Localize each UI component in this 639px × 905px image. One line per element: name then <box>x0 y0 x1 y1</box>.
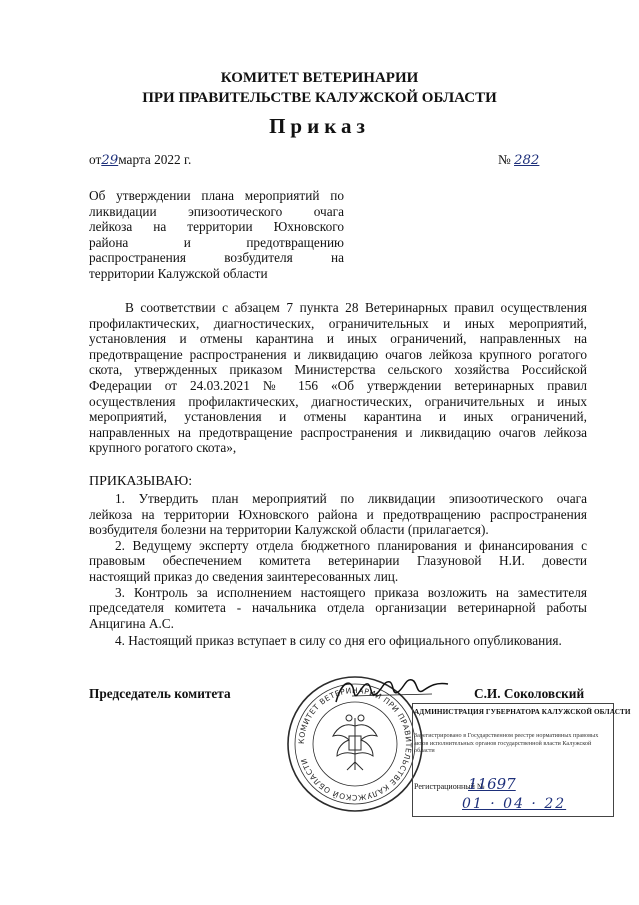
org-name-line1: КОМИТЕТ ВЕТЕРИНАРИИ <box>220 70 419 86</box>
subject-line: территории Калужской области <box>89 265 268 281</box>
order-item-3-line: 3. Контроль за исполнением настоящего приказа возложить на заместителя <box>115 584 587 600</box>
preamble-line: Федерации от 24.03.2021 № 156 «Об утверждении ветеринарных правил <box>89 377 587 393</box>
order-item-2-line: 2. Ведущему эксперту отдела бюджетного планирования и финансирования с <box>115 537 587 553</box>
preamble-paragraph <box>89 300 587 456</box>
preamble-line: предотвращение распространения и ликвидацию очагов лейкоза крупного рогатого <box>89 346 587 362</box>
preamble-line: направленных на предотвращение распространения и ликвидацию очагов лейкоза <box>89 424 587 440</box>
preamble-line: скота, утвержденных приказом Министерства сельского хозяйства Российской <box>89 362 587 378</box>
subject-line: распространения возбудителя на <box>89 250 344 266</box>
subject-line: ликвидации эпизоотического очага <box>89 203 344 219</box>
registration-stamp-body: Зарегистрировано в Государственном реестре нормативных правовых актов исполнительных органов государственной власти Калужской области <box>414 732 599 754</box>
date-prefix: от <box>89 152 102 167</box>
org-name-line2: ПРИ ПРАВИТЕЛЬСТВЕ КАЛУЖСКОЙ ОБЛАСТИ <box>142 90 497 106</box>
number-handwritten: 282 <box>514 153 540 168</box>
order-item-2-line: настоящий приказ до сведения заинтересованных лиц. <box>89 568 399 584</box>
order-item-3-line: председателя комитета - начальника отдела организации ветеринарной работы <box>89 600 587 616</box>
subject-line: района и предотвращению <box>89 234 344 250</box>
preamble-line: мероприятий, установления и отмены карантина и иных ограничений, <box>89 409 587 425</box>
registration-stamp-header: АДМИНИСТРАЦИЯ ГУБЕРНАТОРА КАЛУЖСКОЙ ОБЛАСТИ <box>414 708 631 716</box>
preamble-line: В соответствии с абзацем 7 пункта 28 Ветеринарных правил осуществления <box>125 300 587 315</box>
preamble-line: крупного рогатого скота», <box>89 440 237 456</box>
date-month-year: марта 2022 г. <box>118 152 192 167</box>
order-items <box>89 491 587 649</box>
order-directive-heading: ПРИКАЗЫВАЮ: <box>89 474 193 489</box>
order-item-3-line: Анцигина А.С. <box>89 615 174 631</box>
preamble-line: осуществления профилактических, диагностических, ограничительных и иных <box>89 393 587 409</box>
subject-line: Об утверждении плана мероприятий по <box>89 188 344 203</box>
date-day-handwritten: 29 <box>101 153 119 168</box>
subject-line: лейкоза на территории Юхновского <box>89 219 344 235</box>
document-type-title: Приказ <box>269 114 370 138</box>
registration-number-label: Регистрационный № <box>414 782 485 791</box>
document-number <box>498 152 539 169</box>
preamble-line: профилактических, диагностических, ограничительных и иных мероприятий, <box>89 315 587 331</box>
order-item-4-line: 4. Настоящий приказ вступает в силу со дня его официального опубликования. <box>115 633 562 649</box>
signatory-title: Председатель комитета <box>89 686 231 701</box>
order-item-1-line: 1. Утвердить план мероприятий по ликвидации эпизоотического очага <box>115 491 587 506</box>
signatory-name: С.И. Соколовский <box>474 686 585 701</box>
number-prefix: № <box>498 152 511 167</box>
seal-ring-text: КОМИТЕТ ВЕТЕРИНАРИИ ПРИ ПРАВИТЕЛЬСТВЕ КАЛУЖСКОЙ ОБЛАСТИ <box>296 685 414 803</box>
document-date <box>89 152 191 169</box>
order-item-1-line: возбудителя болезни на территории Калужской области (прилагается). <box>89 522 489 538</box>
document-subject <box>89 188 344 282</box>
registration-number-handwritten: 11697 <box>468 775 516 793</box>
order-item-2-line: правовым обеспечением комитета ветеринарии Глазуновой Н.И. довести <box>89 553 587 569</box>
preamble-line: установления и отмены карантина и иных ограничений, направленных на <box>89 331 587 347</box>
order-item-1-line: лейкоза на территории Юхновского района и предотвращению распространения <box>89 506 587 522</box>
registration-date-handwritten: 01 · 04 · 22 <box>462 796 567 812</box>
